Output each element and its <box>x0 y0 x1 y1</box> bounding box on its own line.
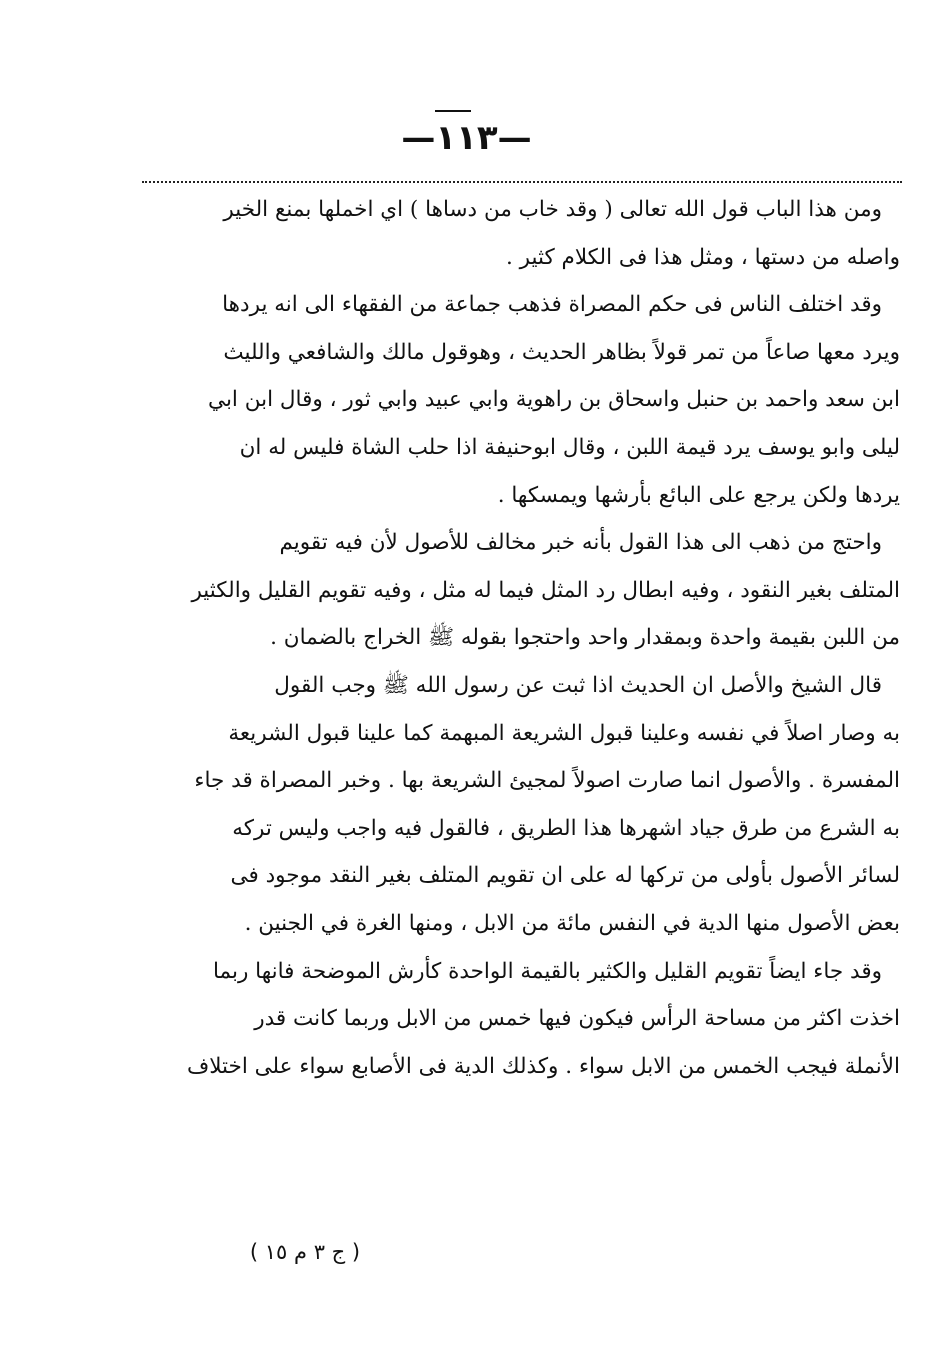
text-line: واحتج من ذهب الى هذا القول بأنه خبر مخالف للأصول لأن فيه تقويم <box>279 530 882 556</box>
text-line: واصله من دستها ، ومثل هذا فى الكلام كثير . <box>505 244 900 270</box>
text-line: المتلف بغير النقود ، وفيه ابطال رد المثل فيما له مثل ، وفيه تقويم القليل والكثير <box>191 577 900 603</box>
text-line: به وصار اصلاً في نفسه وعلينا قبول الشريعة المبهمة كما علينا قبول الشريعة <box>228 720 900 746</box>
header-divider <box>142 181 902 183</box>
text-line: ويرد معها صاعاً من تمر قولاً بظاهر الحديث ، وهوقول مالك والشافعي والليث <box>223 339 900 365</box>
text-line: وقد اختلف الناس فى حكم المصراة فذهب جماعة من الفقهاء الى انه يردها <box>222 292 882 318</box>
text-line: وقد جاء ايضاً تقويم القليل والكثير بالقيمة الواحدة كأرش الموضحة فانها ربما <box>213 958 882 984</box>
header-ornament <box>435 110 471 112</box>
text-line: بعض الأصول منها الدية في النفس مائة من الابل ، ومنها الغرة في الجنين . <box>244 910 900 936</box>
text-line: اخذت اكثر من مساحة الرأس فيكون فيها خمس من الابل وربما كانت قدر <box>254 1006 900 1032</box>
text-line: ومن هذا الباب قول الله تعالى ( وقد خاب من دساها ) اي اخملها بمنع الخير <box>223 197 882 222</box>
page-number: —١١٣— <box>401 118 532 158</box>
text-line: به الشرع من طرق جياد اشهرها هذا الطريق ، فالقول فيه واجب وليس تركه <box>232 815 900 841</box>
text-line: قال الشيخ والأصل ان الحديث اذا ثبت عن رسول الله ﷺ وجب القول <box>274 672 882 698</box>
text-line: يردها ولكن يرجع على البائع بأرشها ويمسكها . <box>497 482 900 508</box>
text-line: من اللبن بقيمة واحدة وبمقدار واحد واحتجوا بقوله ﷺ الخراج بالضمان . <box>270 625 900 651</box>
text-line: لسائر الأصول بأولى من تركها له على ان تقويم المتلف بغير النقد موجود فى <box>230 863 900 889</box>
text-line: الأنملة فيجب الخمس من الابل سواء . وكذلك الدية فى الأصابع سواء على اختلاف <box>186 1053 900 1079</box>
body-text <box>150 186 900 1090</box>
text-line: ليلى وابو يوسف يرد قيمة اللبن ، وقال ابوحنيفة اذا حلب الشاة فليس له ان <box>239 434 900 460</box>
text-line: ابن سعد واحمد بن حنبل واسحاق بن راهوية وابي عبيد وابي ثور ، وقال ابن ابي <box>208 387 900 413</box>
signature-mark: ( ج ٣ م ١٥ ) <box>249 1240 361 1264</box>
text-line: المفسرة . والأصول انما صارت اصولاً لمجيئ الشريعة بها . وخبر المصراة قد جاء <box>194 768 900 794</box>
